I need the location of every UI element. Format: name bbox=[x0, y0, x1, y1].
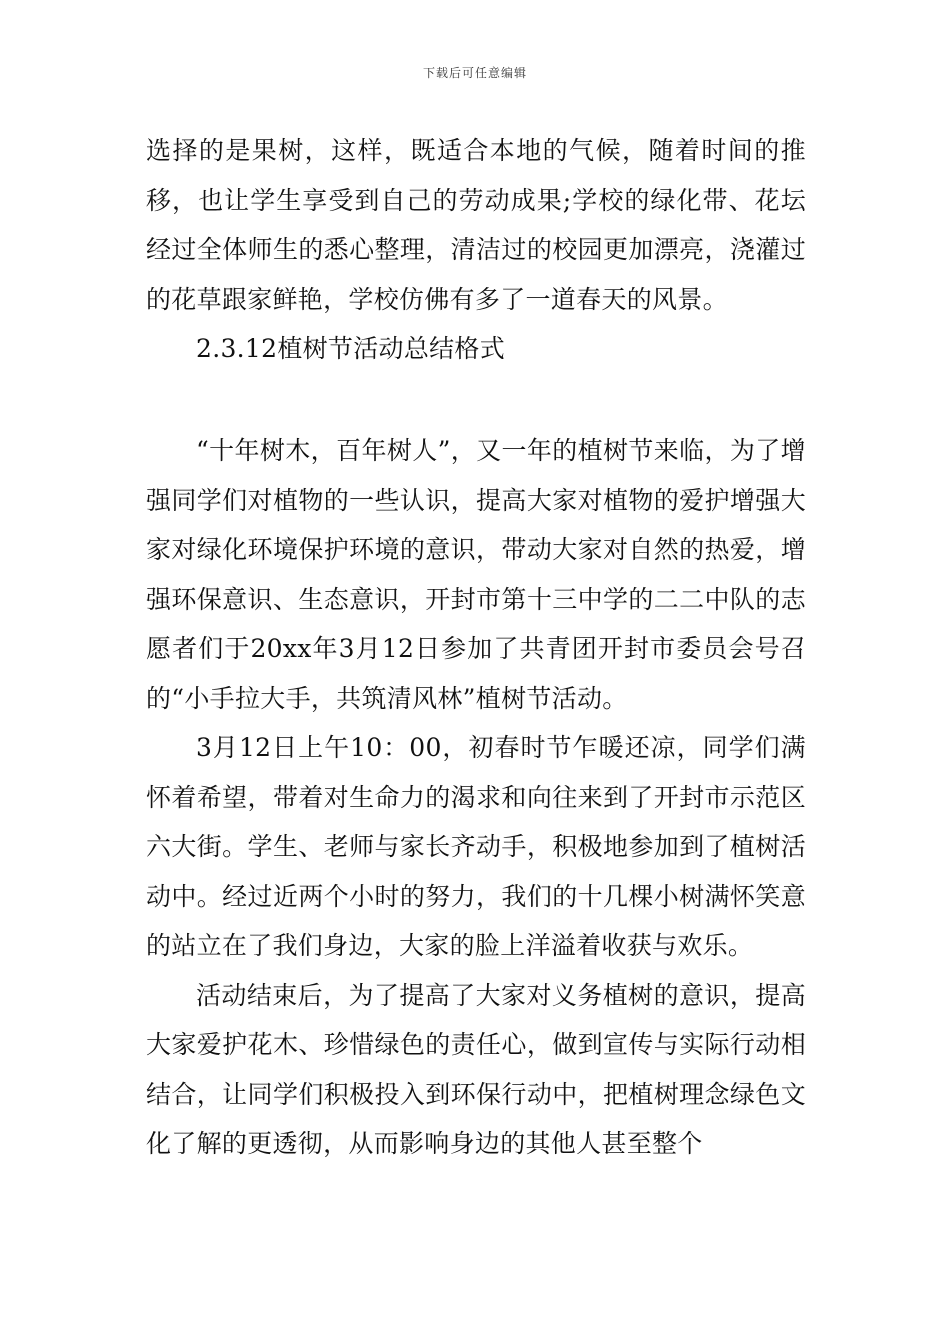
text-block-main bbox=[146, 426, 806, 1169]
header-note: 下载后可任意编辑 bbox=[422, 66, 527, 80]
paragraph-intro: “十年树木，百年树人”，又一年的植树节来临，为了增强同学们对植物的一些认识，提高大家对植物的爱护增强大家对绿化环境保护环境的意识，带动大家对自然的热爱，增强环保意识、生态意识，开封市第十三中学的二二中队的志愿者们于20xx年3月12日参加了共青团开封市委员会号召的“小手拉大手，共筑清风林”植树节活动。 bbox=[146, 436, 806, 713]
paragraph-after-activity: 活动结束后，为了提高了大家对义务植树的意识，提高大家爱护花木、珍惜绿色的责任心，做到宣传与实际行动相结合，让同学们积极投入到环保行动中，把植树理念绿色文化了解的更透彻，从而影响身边的其他人甚至整个 bbox=[146, 980, 806, 1158]
text-block-top bbox=[146, 126, 806, 374]
paragraph-activity: 3月12日上午10：00，初春时节乍暖还凉，同学们满怀着希望，带着对生命力的渴求和向往来到了开封市示范区六大街。学生、老师与家长齐动手，积极地参加到了植树活动中。经过近两个小时的努力，我们的十几棵小树满怀笑意的站立在了我们身边，大家的脸上洋溢着收获与欢乐。 bbox=[146, 733, 806, 960]
paragraph-continued: 选择的是果树，这样，既适合本地的气候，随着时间的推移，也让学生享受到自己的劳动成果;学校的绿化带、花坛经过全体师生的悉心整理，清洁过的校园更加漂亮，浇灌过的花草跟家鲜艳，学校仿佛有多了一道春天的风景。 bbox=[146, 136, 806, 314]
section-heading: 2.3.12植树节活动总结格式 bbox=[196, 334, 506, 363]
